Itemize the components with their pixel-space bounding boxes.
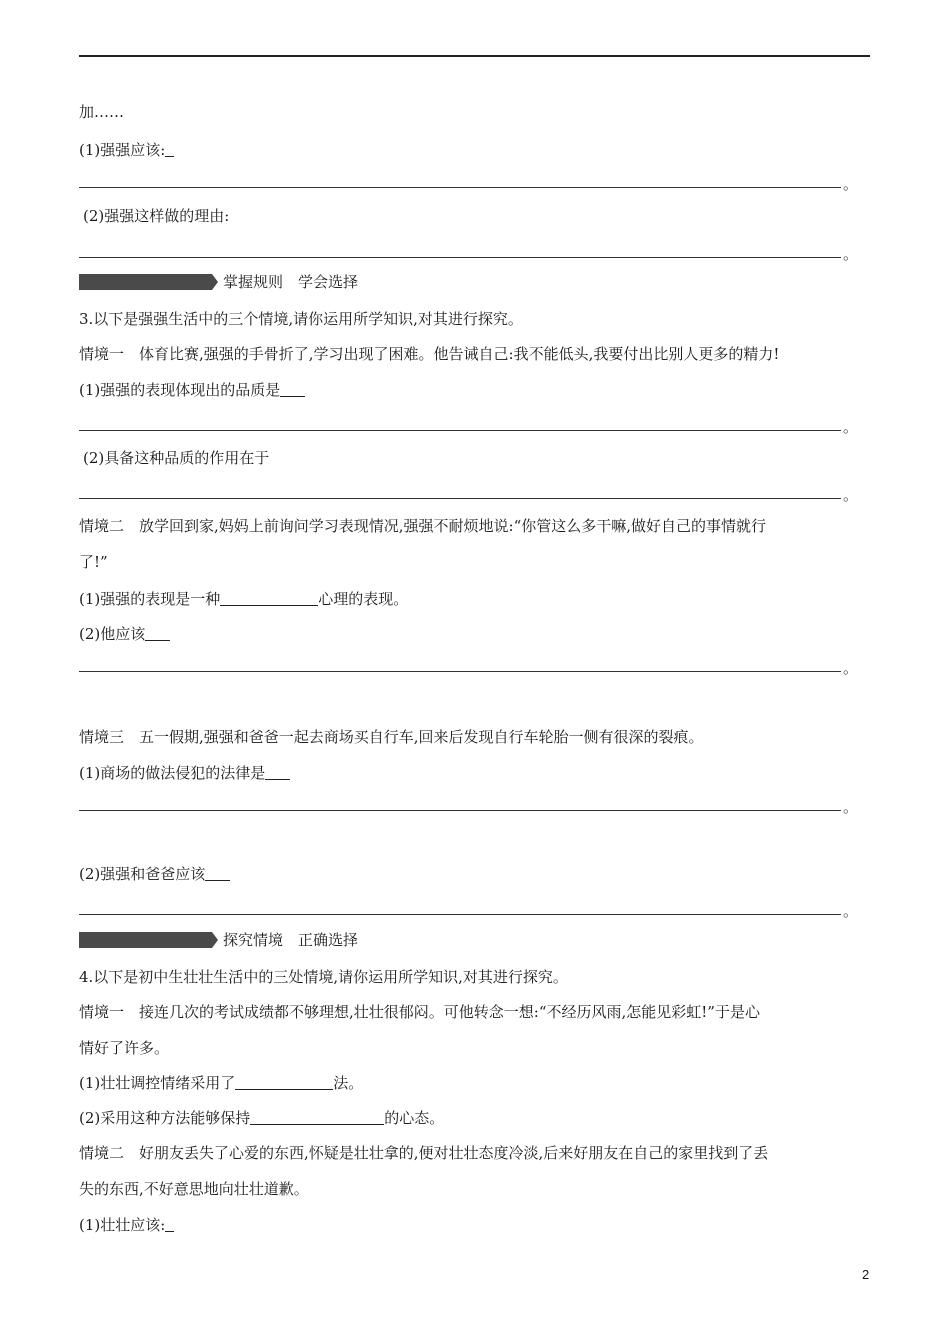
answer-line[interactable] [79,257,841,258]
scenario-3-text: 情境三 五一假期,强强和爸爸一起去商场买自行车,回来后发现自行车轮胎一侧有很深的裂痕。 [79,728,704,746]
period: 。 [843,486,859,504]
scenario-2-question-1: (1)强强的表现是一种 心理的表现。 [79,590,409,608]
scenario-3-question-2: (2)强强和爸爸应该 [79,864,230,884]
banner-bar [79,932,212,948]
header-rule [79,55,870,57]
period: 。 [843,659,859,677]
q4-scenario-1-question-2: (2)采用这种方法能够保持 的心态。 [79,1109,445,1127]
banner-arrow [212,274,218,290]
scenario-3-question-1: (1)商场的做法侵犯的法律是 [79,763,290,783]
q4-scenario-2-line2: 失的东西,不好意思地向壮壮道歉。 [79,1180,309,1198]
answer-blank[interactable] [205,866,230,881]
q4-scenario-2-line1: 情境二 好朋友丢失了心爱的东西,怀疑是壮壮拿的,便对壮壮态度冷淡,后来好朋友在自己的家里找到了丢 [79,1144,769,1162]
q4-scenario-1-line2: 情好了许多。 [79,1039,170,1057]
answer-line[interactable] [79,498,841,499]
answer-line[interactable] [79,810,841,811]
answer-blank[interactable] [280,382,305,397]
scenario-2-text-line2: 了!” [79,553,108,571]
answer-line[interactable] [79,187,841,188]
answer-line[interactable] [79,914,841,915]
page-number: 2 [862,1267,870,1282]
answer-blank[interactable] [220,591,318,606]
section-title: 掌握规则 学会选择 [223,273,359,291]
answer-blank[interactable] [265,765,290,780]
answer-blank[interactable] [165,1217,174,1232]
answer-blank[interactable] [145,626,170,641]
section-title: 探究情境 正确选择 [223,931,359,949]
period: 。 [843,902,859,920]
question-4-stem: 4.以下是初中生壮壮生活中的三处情境,请你运用所学知识,对其进行探究。 [79,968,568,986]
period: 。 [843,175,859,193]
scenario-2-text-line1: 情境二 放学回到家,妈妈上前询问学习表现情况,强强不耐烦地说:“你管这么多干嘛,做好自己的事情就行 [79,517,767,535]
banner-bar [79,274,212,290]
period: 。 [843,245,859,263]
continuation-text: 加…… [79,103,125,121]
scenario-1-question-2: (2)具备这种品质的作用在于 [83,449,270,467]
answer-line[interactable] [79,430,841,431]
prev-question-2: (2)强强这样做的理由: [83,207,230,225]
scenario-1-text: 情境一 体育比赛,强强的手骨折了,学习出现了困难。他告诫自己:我不能低头,我要付出比别人更多的精力! [79,345,780,363]
answer-blank[interactable] [165,142,174,157]
answer-blank[interactable] [250,1110,384,1125]
scenario-1-question-1: (1)强强的表现体现出的品质是 [79,380,305,400]
q4-scenario-1-question-1: (1)壮壮调控情绪采用了 法。 [79,1074,364,1092]
scenario-2-question-2: (2)他应该 [79,624,170,644]
period: 。 [843,798,859,816]
q4-scenario-2-question-1: (1)壮壮应该: [79,1215,174,1235]
answer-blank[interactable] [235,1075,333,1090]
answer-line[interactable] [79,671,841,672]
banner-arrow [212,932,218,948]
period: 。 [843,418,859,436]
prev-question-1: (1)强强应该: [79,140,174,160]
question-3-stem: 3.以下是强强生活中的三个情境,请你运用所学知识,对其进行探究。 [79,310,523,328]
q4-scenario-1-line1: 情境一 接连几次的考试成绩都不够理想,壮壮很郁闷。可他转念一想:“不经历风雨,怎能见彩虹!”于是心 [79,1003,760,1021]
